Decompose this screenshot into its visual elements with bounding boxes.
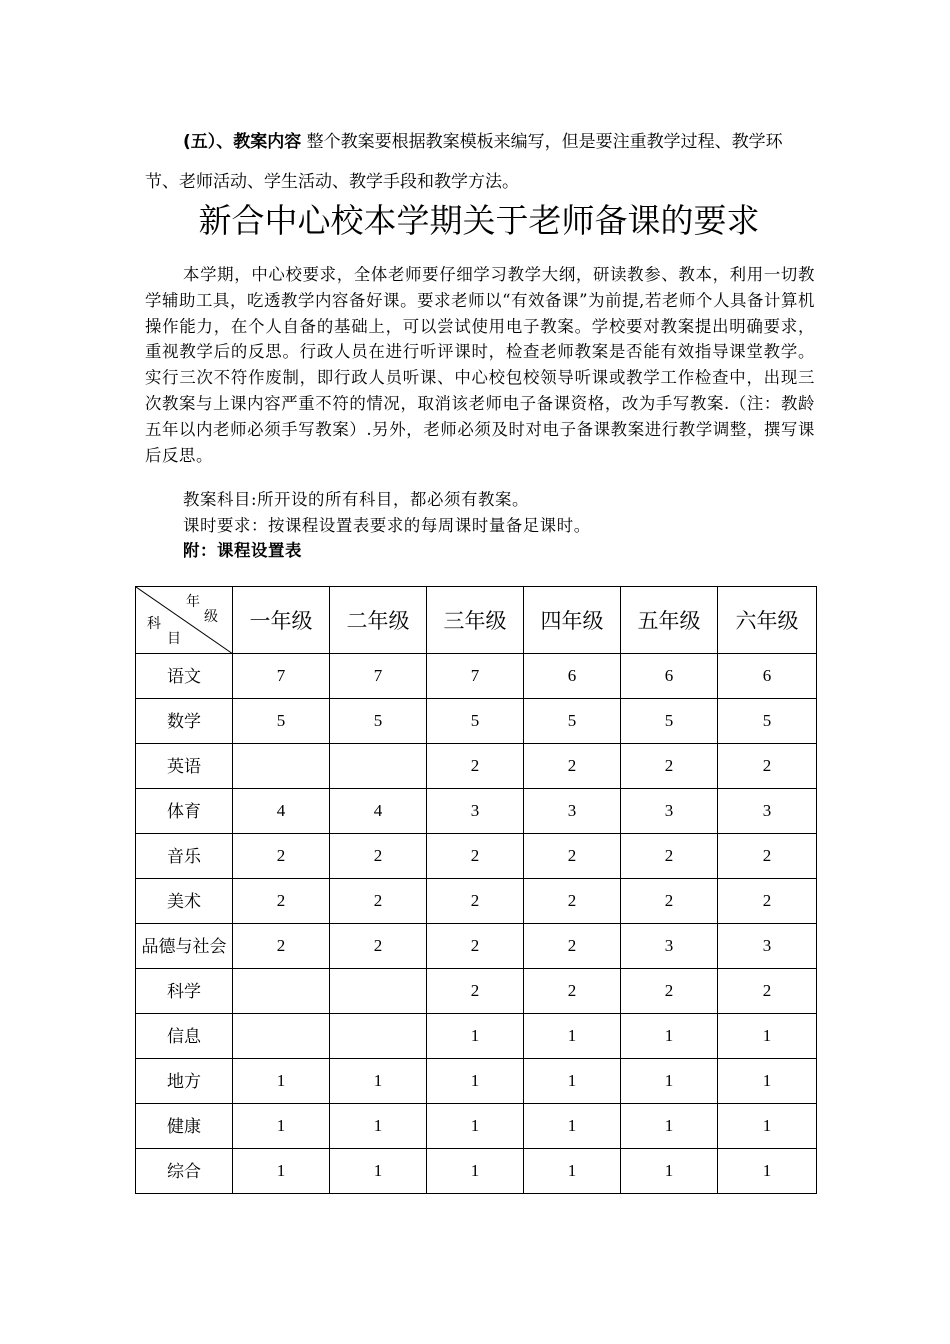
table-body	[136, 654, 817, 1194]
hours-cell: 1	[718, 1149, 817, 1194]
hours-cell: 2	[524, 879, 621, 924]
hours-cell: 7	[330, 654, 427, 699]
hours-cell: 1	[621, 1149, 718, 1194]
hours-cell: 5	[524, 699, 621, 744]
hours-cell: 2	[621, 879, 718, 924]
hours-cell: 1	[718, 1059, 817, 1104]
hours-cell: 5	[330, 699, 427, 744]
hours-cell: 5	[718, 699, 817, 744]
grade-header: 一年级	[233, 587, 330, 654]
hours-cell: 2	[621, 969, 718, 1014]
table-row	[136, 1059, 817, 1104]
hours-cell: 2	[427, 879, 524, 924]
hours-cell: 2	[524, 924, 621, 969]
grade-header: 六年级	[718, 587, 817, 654]
hours-cell: 1	[427, 1059, 524, 1104]
section-five-heading: (五）、教案内容	[183, 132, 302, 152]
table-row	[136, 924, 817, 969]
hours-cell: 2	[427, 834, 524, 879]
corner-subject-char-1: 科	[147, 616, 161, 632]
subject-cell: 健康	[136, 1104, 233, 1149]
hours-cell: 2	[621, 744, 718, 789]
hours-cell: 6	[524, 654, 621, 699]
hours-cell: 1	[621, 1014, 718, 1059]
corner-subject-char-2: 目	[167, 631, 181, 647]
table-row	[136, 969, 817, 1014]
subject-cell: 音乐	[136, 834, 233, 879]
hours-cell: 1	[718, 1104, 817, 1149]
table-row	[136, 1104, 817, 1149]
hours-cell: 3	[621, 789, 718, 834]
hours-cell	[233, 1014, 330, 1059]
hours-cell: 1	[427, 1104, 524, 1149]
hours-cell: 7	[233, 654, 330, 699]
table-row	[136, 834, 817, 879]
subject-cell: 科学	[136, 969, 233, 1014]
hours-cell	[330, 1014, 427, 1059]
requirements-paragraph: 本学期，中心校要求，全体老师要仔细学习教学大纲，研读教参、教本，利用一切教学辅助工具，吃透教学内容备好课。要求老师以“有效备课”为前提,若老师个人具备计算机操作能力，在个人自备的基础上，可以尝试使用电子教案。学校要对教案提出明确要求，重视教学后的反思。行政人员在进行听评课时，检查老师教案是否能有效指导课堂教学。 实行三次不符作废制，即行政人员听课、中心校包校领导听课或教学工作检查中，出现三次教案与上课内容严重不符的情况，取消该老师电子备课资格，改为手写教案.（注：教龄五年以内老师必须手写教案）.另外，老师必须及时对电子备课教案进行教学调整，撰写课后反思。	[145, 265, 815, 465]
hours-cell: 3	[718, 924, 817, 969]
hours-cell: 1	[427, 1149, 524, 1194]
subject-cell: 体育	[136, 789, 233, 834]
hours-cell: 1	[524, 1104, 621, 1149]
page-title: 新合中心校本学期关于老师备课的要求	[198, 201, 760, 240]
hours-cell: 2	[233, 834, 330, 879]
hours-cell: 2	[524, 834, 621, 879]
hours-cell	[233, 969, 330, 1014]
subject-cell: 美术	[136, 879, 233, 924]
hours-cell: 2	[233, 924, 330, 969]
hours-cell: 5	[427, 699, 524, 744]
grade-header: 二年级	[330, 587, 427, 654]
hours-cell: 2	[427, 969, 524, 1014]
corner-grade-char-2: 级	[204, 609, 218, 625]
table-row	[136, 744, 817, 789]
hours-cell: 3	[621, 924, 718, 969]
hours-cell: 1	[524, 1014, 621, 1059]
hours-cell: 3	[718, 789, 817, 834]
table-row	[136, 699, 817, 744]
hours-cell: 2	[718, 879, 817, 924]
grade-header: 五年级	[621, 587, 718, 654]
hours-cell: 6	[621, 654, 718, 699]
table-row	[136, 1149, 817, 1194]
hours-cell: 4	[233, 789, 330, 834]
table-caption: 附：课程设置表	[183, 541, 302, 560]
hours-cell: 2	[524, 969, 621, 1014]
hours-cell: 2	[524, 744, 621, 789]
hours-cell: 6	[718, 654, 817, 699]
table-row	[136, 1014, 817, 1059]
hours-cell: 5	[233, 699, 330, 744]
hours-cell: 1	[427, 1014, 524, 1059]
table-row	[136, 789, 817, 834]
hours-cell: 1	[330, 1059, 427, 1104]
hours-cell: 1	[524, 1059, 621, 1104]
hours-cell: 1	[330, 1149, 427, 1194]
corner-grade-char-1: 年	[186, 594, 200, 610]
subject-cell: 语文	[136, 654, 233, 699]
hours-cell: 7	[427, 654, 524, 699]
hours-cell: 4	[330, 789, 427, 834]
hours-cell: 2	[621, 834, 718, 879]
hours-cell	[233, 744, 330, 789]
hours-cell: 2	[330, 834, 427, 879]
corner-header-cell	[136, 587, 233, 654]
subjects-line: 教案科目:所开设的所有科目，都必须有教案。	[183, 490, 529, 509]
hours-cell: 2	[427, 924, 524, 969]
hours-cell	[330, 969, 427, 1014]
hours-cell: 1	[621, 1059, 718, 1104]
hours-cell: 1	[330, 1104, 427, 1149]
subject-cell: 品德与社会	[136, 924, 233, 969]
table-row	[136, 879, 817, 924]
subject-cell: 数学	[136, 699, 233, 744]
section-five-text: 整个教案要根据教案模板来编写，但是要注重教学过程、教学环节、老师活动、学生活动、教学手段和教学方法。	[145, 132, 783, 192]
hours-cell: 2	[330, 924, 427, 969]
hours-cell	[330, 744, 427, 789]
hours-cell: 2	[330, 879, 427, 924]
grade-header: 三年级	[427, 587, 524, 654]
hours-line: 课时要求：按课程设置表要求的每周课时量备足课时。	[183, 516, 591, 535]
hours-cell: 2	[427, 744, 524, 789]
curriculum-table	[135, 586, 817, 1194]
section-five-paragraph	[145, 122, 813, 202]
hours-cell: 2	[718, 834, 817, 879]
hours-cell: 2	[718, 969, 817, 1014]
hours-cell: 1	[233, 1104, 330, 1149]
subject-cell: 英语	[136, 744, 233, 789]
hours-cell: 3	[524, 789, 621, 834]
subject-cell: 地方	[136, 1059, 233, 1104]
hours-cell: 5	[621, 699, 718, 744]
hours-cell: 1	[718, 1014, 817, 1059]
table-header-row	[136, 587, 817, 654]
hours-cell: 2	[718, 744, 817, 789]
hours-cell: 2	[233, 879, 330, 924]
subject-cell: 综合	[136, 1149, 233, 1194]
hours-cell: 1	[621, 1104, 718, 1149]
hours-cell: 1	[233, 1149, 330, 1194]
grade-header: 四年级	[524, 587, 621, 654]
subject-cell: 信息	[136, 1014, 233, 1059]
table-row	[136, 654, 817, 699]
hours-cell: 1	[524, 1149, 621, 1194]
hours-cell: 1	[233, 1059, 330, 1104]
hours-cell: 3	[427, 789, 524, 834]
